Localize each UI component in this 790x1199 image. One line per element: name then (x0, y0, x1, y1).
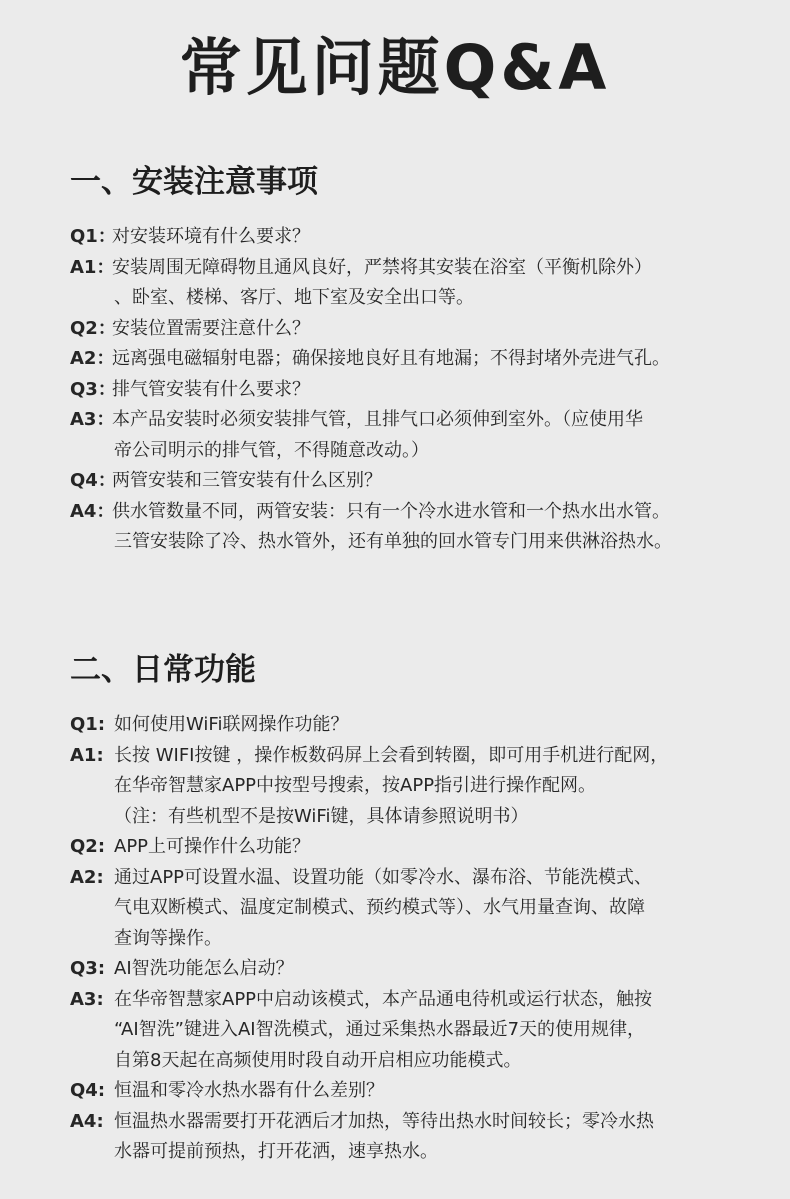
answer-label: A4： (70, 500, 115, 522)
answer-continuation: 查询等操作。 (114, 927, 222, 949)
question-label: Q1： (70, 226, 116, 247)
answer-text: 本产品安装时必须安装排气管，且排气口必须伸到室外。（应使用华 (112, 409, 643, 430)
answer-note: （注：有些机型不是按WiFi键，具体请参照说明书） (114, 805, 529, 827)
answer-label: A1： (70, 256, 115, 278)
question-label: Q4： (70, 470, 116, 491)
question-label: Q2: (70, 836, 106, 857)
question-text: 安装位置需要注意什么？ (112, 317, 310, 339)
answer-text: 长按 WIFI按键 ，操作板数码屏上会看到转圈，即可用手机进行配网， (114, 744, 669, 766)
question-line (70, 954, 760, 985)
answer-label: A4: (70, 1110, 104, 1132)
question-label: Q1: (70, 714, 106, 735)
answer-line (70, 1107, 760, 1138)
answer-continuation: 帝公司明示的排气管，不得随意改动。） (114, 439, 429, 461)
question-line (70, 314, 760, 345)
question-line (70, 466, 760, 497)
answer-continuation: 三管安装除了冷、热水管外，还有单独的回水管专门用来供淋浴热水。 (114, 531, 672, 552)
answer-line (70, 253, 760, 284)
section-daily-functions (70, 650, 760, 1168)
question-line (70, 1076, 760, 1107)
answer-line (70, 405, 760, 436)
question-label: Q3： (70, 378, 116, 400)
question-label: Q2： (70, 317, 116, 339)
answer-text: 远离强电磁辐射电器；确保接地良好且有地漏；不得封堵外壳进气孔。 (112, 348, 670, 369)
question-line (70, 222, 760, 253)
answer-text: 安装周围无障碍物且通风良好，严禁将其安装在浴室（平衡机除外） (112, 256, 652, 278)
answer-continuation: 气电双断模式、温度定制模式、预约模式等）、水气用量查询、故障 (114, 897, 645, 918)
answer-continuation: 水器可提前预热，打开花洒，速享热水。 (114, 1141, 438, 1162)
question-text: 如何使用WiFi联网操作功能？ (114, 714, 349, 735)
answer-line (70, 863, 760, 894)
answer-line (70, 497, 760, 528)
answer-continuation: “AI智洗”键进入AI智洗模式，通过采集热水器最近7天的使用规律， (114, 1019, 646, 1040)
answer-label: A1: (70, 744, 104, 766)
question-line (70, 375, 760, 406)
section-installation (70, 162, 760, 558)
answer-label: A2： (70, 348, 115, 369)
section-title: 一、安装注意事项 (70, 164, 318, 200)
answer-line (70, 985, 760, 1016)
question-label: Q4: (70, 1080, 106, 1101)
question-line (70, 832, 760, 863)
answer-text: 通过APP可设置水温、设置功能（如零冷水、瀑布浴、节能洗模式、 (114, 866, 653, 888)
answer-text: 供水管数量不同，两管安装：只有一个冷水进水管和一个热水出水管。 (112, 500, 670, 522)
question-text: 对安装环境有什么要求？ (112, 226, 310, 247)
answer-line (70, 741, 760, 772)
answer-continuation: 、卧室、楼梯、客厅、地下室及安全出口等。 (114, 287, 474, 308)
answer-label: A3： (70, 409, 115, 430)
qa-list (70, 222, 760, 558)
qa-list (70, 710, 760, 1168)
answer-label: A3: (70, 988, 104, 1010)
question-label: Q3: (70, 958, 106, 979)
answer-text: 在华帝智慧家APP中启动该模式，本产品通电待机或运行状态，触按 (114, 988, 653, 1010)
answer-label: A2: (70, 866, 104, 888)
answer-continuation: 自第8天起在高频使用时段自动开启相应功能模式。 (114, 1049, 522, 1071)
answer-continuation: 在华帝智慧家APP中按型号搜索，按APP指引进行操作配网。 (114, 775, 597, 796)
answer-text: 恒温热水器需要打开花洒后才加热，等待出热水时间较长；零冷水热 (114, 1110, 654, 1132)
question-text: 两管安装和三管安装有什么区别？ (112, 470, 382, 491)
question-text: AI智洗功能怎么启动？ (114, 958, 294, 979)
question-line (70, 710, 760, 741)
question-text: 恒温和零冷水热水器有什么差别？ (114, 1080, 384, 1101)
page-title: 常见问题Q&A (179, 31, 611, 104)
answer-line (70, 344, 760, 375)
question-text: 排气管安装有什么要求？ (112, 378, 310, 400)
section-title: 二、日常功能 (70, 652, 256, 688)
question-text: APP上可操作什么功能？ (114, 836, 311, 857)
